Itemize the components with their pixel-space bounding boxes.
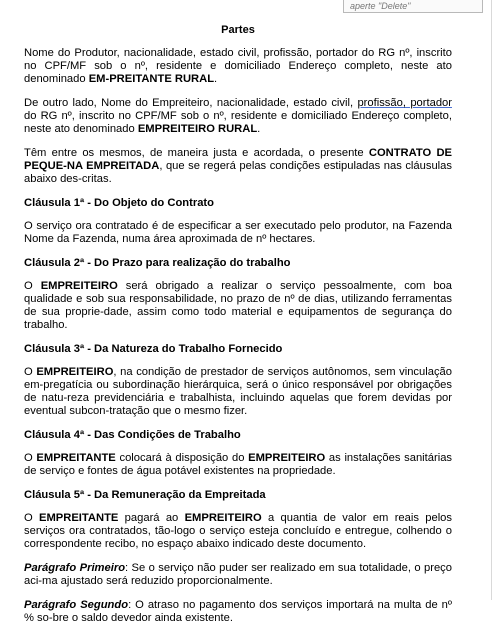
- paragraph-first: Parágrafo Primeiro: Se o serviço não puder ser realizado em sua totalidade, o preço aci-ma ajustado será reduzido proporcionalmente.: [24, 562, 452, 587]
- paragraph-second: Parágrafo Segundo: O atraso no pagamento dos serviços importará na multa de nº % so-bre o saldo devedor ainda existente.: [24, 599, 452, 624]
- clause-1-title: Cláusula 1ª - Do Objeto do Contrato: [24, 197, 214, 209]
- clause-2-text: O EMPREITEIRO será obrigado a realizar o serviço pessoalmente, com boa qualidade e sob sua responsabilidade, no prazo de nº de dias, utilizando ferramentas de sua proprie-dade, assim como todo material e equipamentos de segurança do trabalho.: [24, 280, 453, 331]
- paragraph-contractor: De outro lado, Nome do Empreiteiro, nacionalidade, estado civil, profissão, portador do RG nº, inscrito no CPF/MF sob o nº, residente e domiciliado Endereço completo, neste ato denominado EMPREITEIRO RURAL.: [24, 97, 452, 135]
- clause-3-text: O EMPREITEIRO, na condição de prestador de serviços autônomos, sem vinculação em-pregatícia ou subordinação hierárquica, será o único responsável por obrigações de natu-reza previdenciária e trabalhista, incluindo aquelas que forem devidas por eventual subcon-tratação que o mesmo fizer.: [24, 366, 452, 417]
- document-title: Partes: [221, 24, 255, 36]
- clause-5-title: Cláusula 5ª - Da Remuneração da Empreitada: [24, 489, 266, 501]
- underlined-text: profissão, portador: [357, 97, 452, 109]
- paragraph-agreement: Têm entre os mesmos, de maneira justa e acordada, o presente CONTRATO DE PEQUE-NA EMPREITADA, que se regerá pelas condições estipuladas nas cláusulas abaixo des-critas.: [24, 147, 452, 185]
- delete-hint-box: aperte "Delete": [343, 0, 483, 13]
- clause-1-text: O serviço ora contratado é de especificar a ser executado pelo produtor, na Fazenda Nome da Fazenda, numa área aproximada de nº hectares.: [24, 220, 452, 245]
- clause-4-title: Cláusula 4ª - Das Condições de Trabalho: [24, 429, 241, 441]
- paragraph-producer: Nome do Produtor, nacionalidade, estado civil, profissão, portador do RG nº, inscrito no CPF/MF sob o nº, residente e domiciliado Endereço completo, neste ato denominado EM-PREITANTE RURAL.: [24, 47, 452, 85]
- clause-2-title: Cláusula 2ª - Do Prazo para realização do trabalho: [24, 257, 291, 269]
- page-edge: [491, 0, 492, 600]
- clause-4-text: O EMPREITANTE colocará à disposição do EMPREITEIRO as instalações sanitárias de serviço e fontes de água potável existentes na propriedade.: [24, 452, 453, 477]
- clause-5-text: O EMPREITANTE pagará ao EMPREITEIRO a quantia de valor em reais pelos serviços ora contratados, tão-logo o serviço esteja concluído e entregue, colhendo o correspondente recibo, no espaço abaixo indicado deste documento.: [24, 512, 452, 550]
- clause-3-title: Cláusula 3ª - Da Natureza do Trabalho Fornecido: [24, 343, 283, 355]
- document-body: [24, 24, 452, 636]
